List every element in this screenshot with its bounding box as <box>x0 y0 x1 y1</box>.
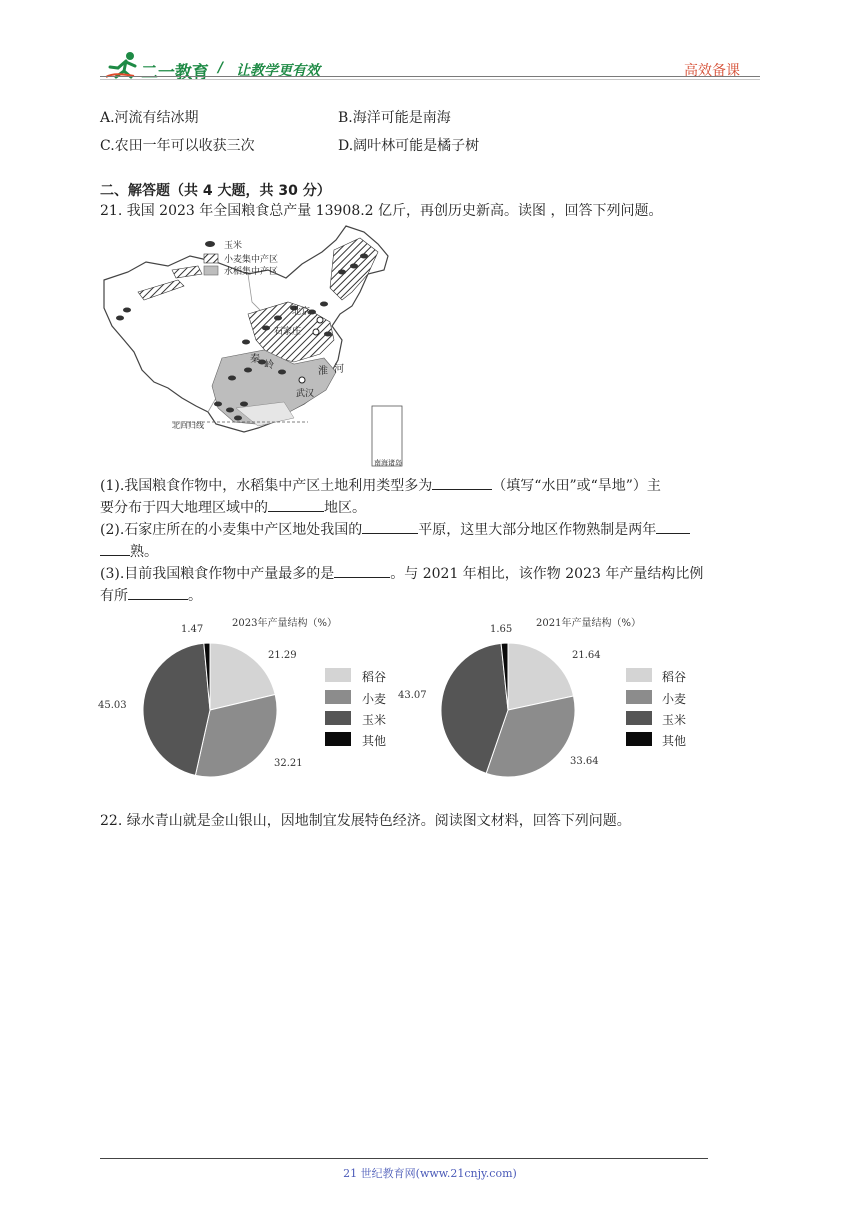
pie-2021 <box>438 640 578 780</box>
map-label-he: 河 <box>334 364 344 375</box>
section-title: 二、解答题（共 4 大题，共 30 分） <box>100 183 331 199</box>
q21-sub3-line1: (3).目前我国粮食作物中产量最多的是 。与 2021 年相比，该作物 2023 年产量结构比例 <box>100 563 703 584</box>
legend2-label-other: 其他 <box>662 734 687 748</box>
q22-stem: 22. 绿水青山就是金山银山，因地制宜发展特色经济。阅读图文材料，回答下列问题。 <box>100 813 631 829</box>
legend2-swatch-wheat <box>626 690 652 704</box>
pie-2023 <box>140 640 280 780</box>
city-shijiazhuang <box>313 329 319 335</box>
footer-divider <box>100 1158 708 1159</box>
q21-sub2-line2: 熟。 <box>100 541 158 562</box>
pie-2021-title: 2021年产量结构（%） <box>536 618 641 629</box>
legend2-swatch-rice <box>626 668 652 682</box>
answer-blank-4b[interactable] <box>100 541 130 556</box>
legend-label-other: 其他 <box>362 734 387 748</box>
legend2-label-corn: 玉米 <box>662 713 687 727</box>
pie-2021-label-rice: 21.64 <box>572 650 601 661</box>
map-label-ling: 岭 <box>264 360 274 371</box>
option-d: D.阔叶林可能是橘子树 <box>338 138 480 154</box>
map-label-beijing: 北京 <box>292 307 311 317</box>
legend-label-corn: 玉米 <box>362 713 387 727</box>
map-label-tropic: 北回归线 <box>172 421 204 430</box>
legend-swatch-wheat <box>325 690 351 704</box>
answer-blank-1[interactable] <box>432 475 492 490</box>
map-label-shijiazhuang: 石家庄 <box>274 327 302 337</box>
map-inset-frame <box>372 406 402 466</box>
map-label-wuhan: 武汉 <box>296 389 315 399</box>
pie-2021-label-corn: 43.07 <box>398 690 427 701</box>
header-divider-line-thin <box>100 79 760 80</box>
answer-blank-4[interactable] <box>656 519 690 534</box>
legend-swatch-other <box>325 732 351 746</box>
header-divider-line <box>100 76 760 77</box>
map-legend-rice: 水稻集中产区 <box>224 267 279 277</box>
header-right-text: 高效备课 <box>684 63 740 79</box>
q21-sub1-line2: 要分布于四大地理区域中的 地区。 <box>100 497 366 518</box>
q21-sub2-line1: (2).石家庄所在的小麦集中产区地处我国的 平原，这里大部分地区作物熟制是两年 <box>100 519 690 540</box>
pie-2023-label-other: 1.47 <box>181 624 204 635</box>
pie-2023-label-rice: 21.29 <box>268 650 297 661</box>
option-a: A.河流有结冰期 <box>100 110 199 126</box>
legend2-swatch-corn <box>626 711 652 725</box>
legend2-label-wheat: 小麦 <box>662 692 687 706</box>
legend-swatch-rice <box>325 668 351 682</box>
map-label-huai: 淮 <box>318 366 328 377</box>
pie-2021-label-wheat: 33.64 <box>570 756 599 767</box>
map-label-inset: 南海诸岛 <box>374 459 402 467</box>
q21-stem: 21. 我国 2023 年全国粮食总产量 13908.2 亿斤，再创历史新高。读图 ，回答下列问题。 <box>100 203 663 219</box>
answer-blank-2[interactable] <box>268 497 324 512</box>
option-b: B.海洋可能是南海 <box>338 110 451 126</box>
pie-2021-label-other: 1.65 <box>490 624 513 635</box>
q21-sub3-line2: 有所 。 <box>100 585 202 606</box>
map-label-qin: 秦 <box>250 354 260 365</box>
legend2-label-rice: 稻谷 <box>662 670 687 684</box>
header-divider: / <box>218 60 224 76</box>
pie-2023-title: 2023年产量结构（%） <box>232 618 337 629</box>
city-wuhan <box>299 377 305 383</box>
footer-text: 21 世纪教育网(www.21cnjy.com) <box>343 1167 517 1180</box>
legend-swatch-corn <box>325 711 351 725</box>
answer-blank-3[interactable] <box>362 519 418 534</box>
legend-label-wheat: 小麦 <box>362 692 387 706</box>
pie-2023-label-wheat: 32.21 <box>274 758 303 769</box>
legend-label-rice: 稻谷 <box>362 670 387 684</box>
option-c: C.农田一年可以收获三次 <box>100 138 255 154</box>
answer-blank-5[interactable] <box>334 563 390 578</box>
pie-2023-label-corn: 45.03 <box>98 700 127 711</box>
logo-text: 二一教育 <box>141 63 209 83</box>
header-slogan: 让教学更有效 <box>236 63 320 79</box>
pie-slice-corn <box>143 643 210 775</box>
answer-blank-6[interactable] <box>128 585 188 600</box>
map-legend-wheat: 小麦集中产区 <box>224 255 279 265</box>
city-beijing <box>317 317 323 323</box>
legend2-swatch-other <box>626 732 652 746</box>
map-legend-corn: 玉米 <box>224 241 243 251</box>
q21-sub1-line1: (1).我国粮食作物中，水稻集中产区土地利用类型多为 （填写“水田”或“旱地”）主 <box>100 475 661 496</box>
